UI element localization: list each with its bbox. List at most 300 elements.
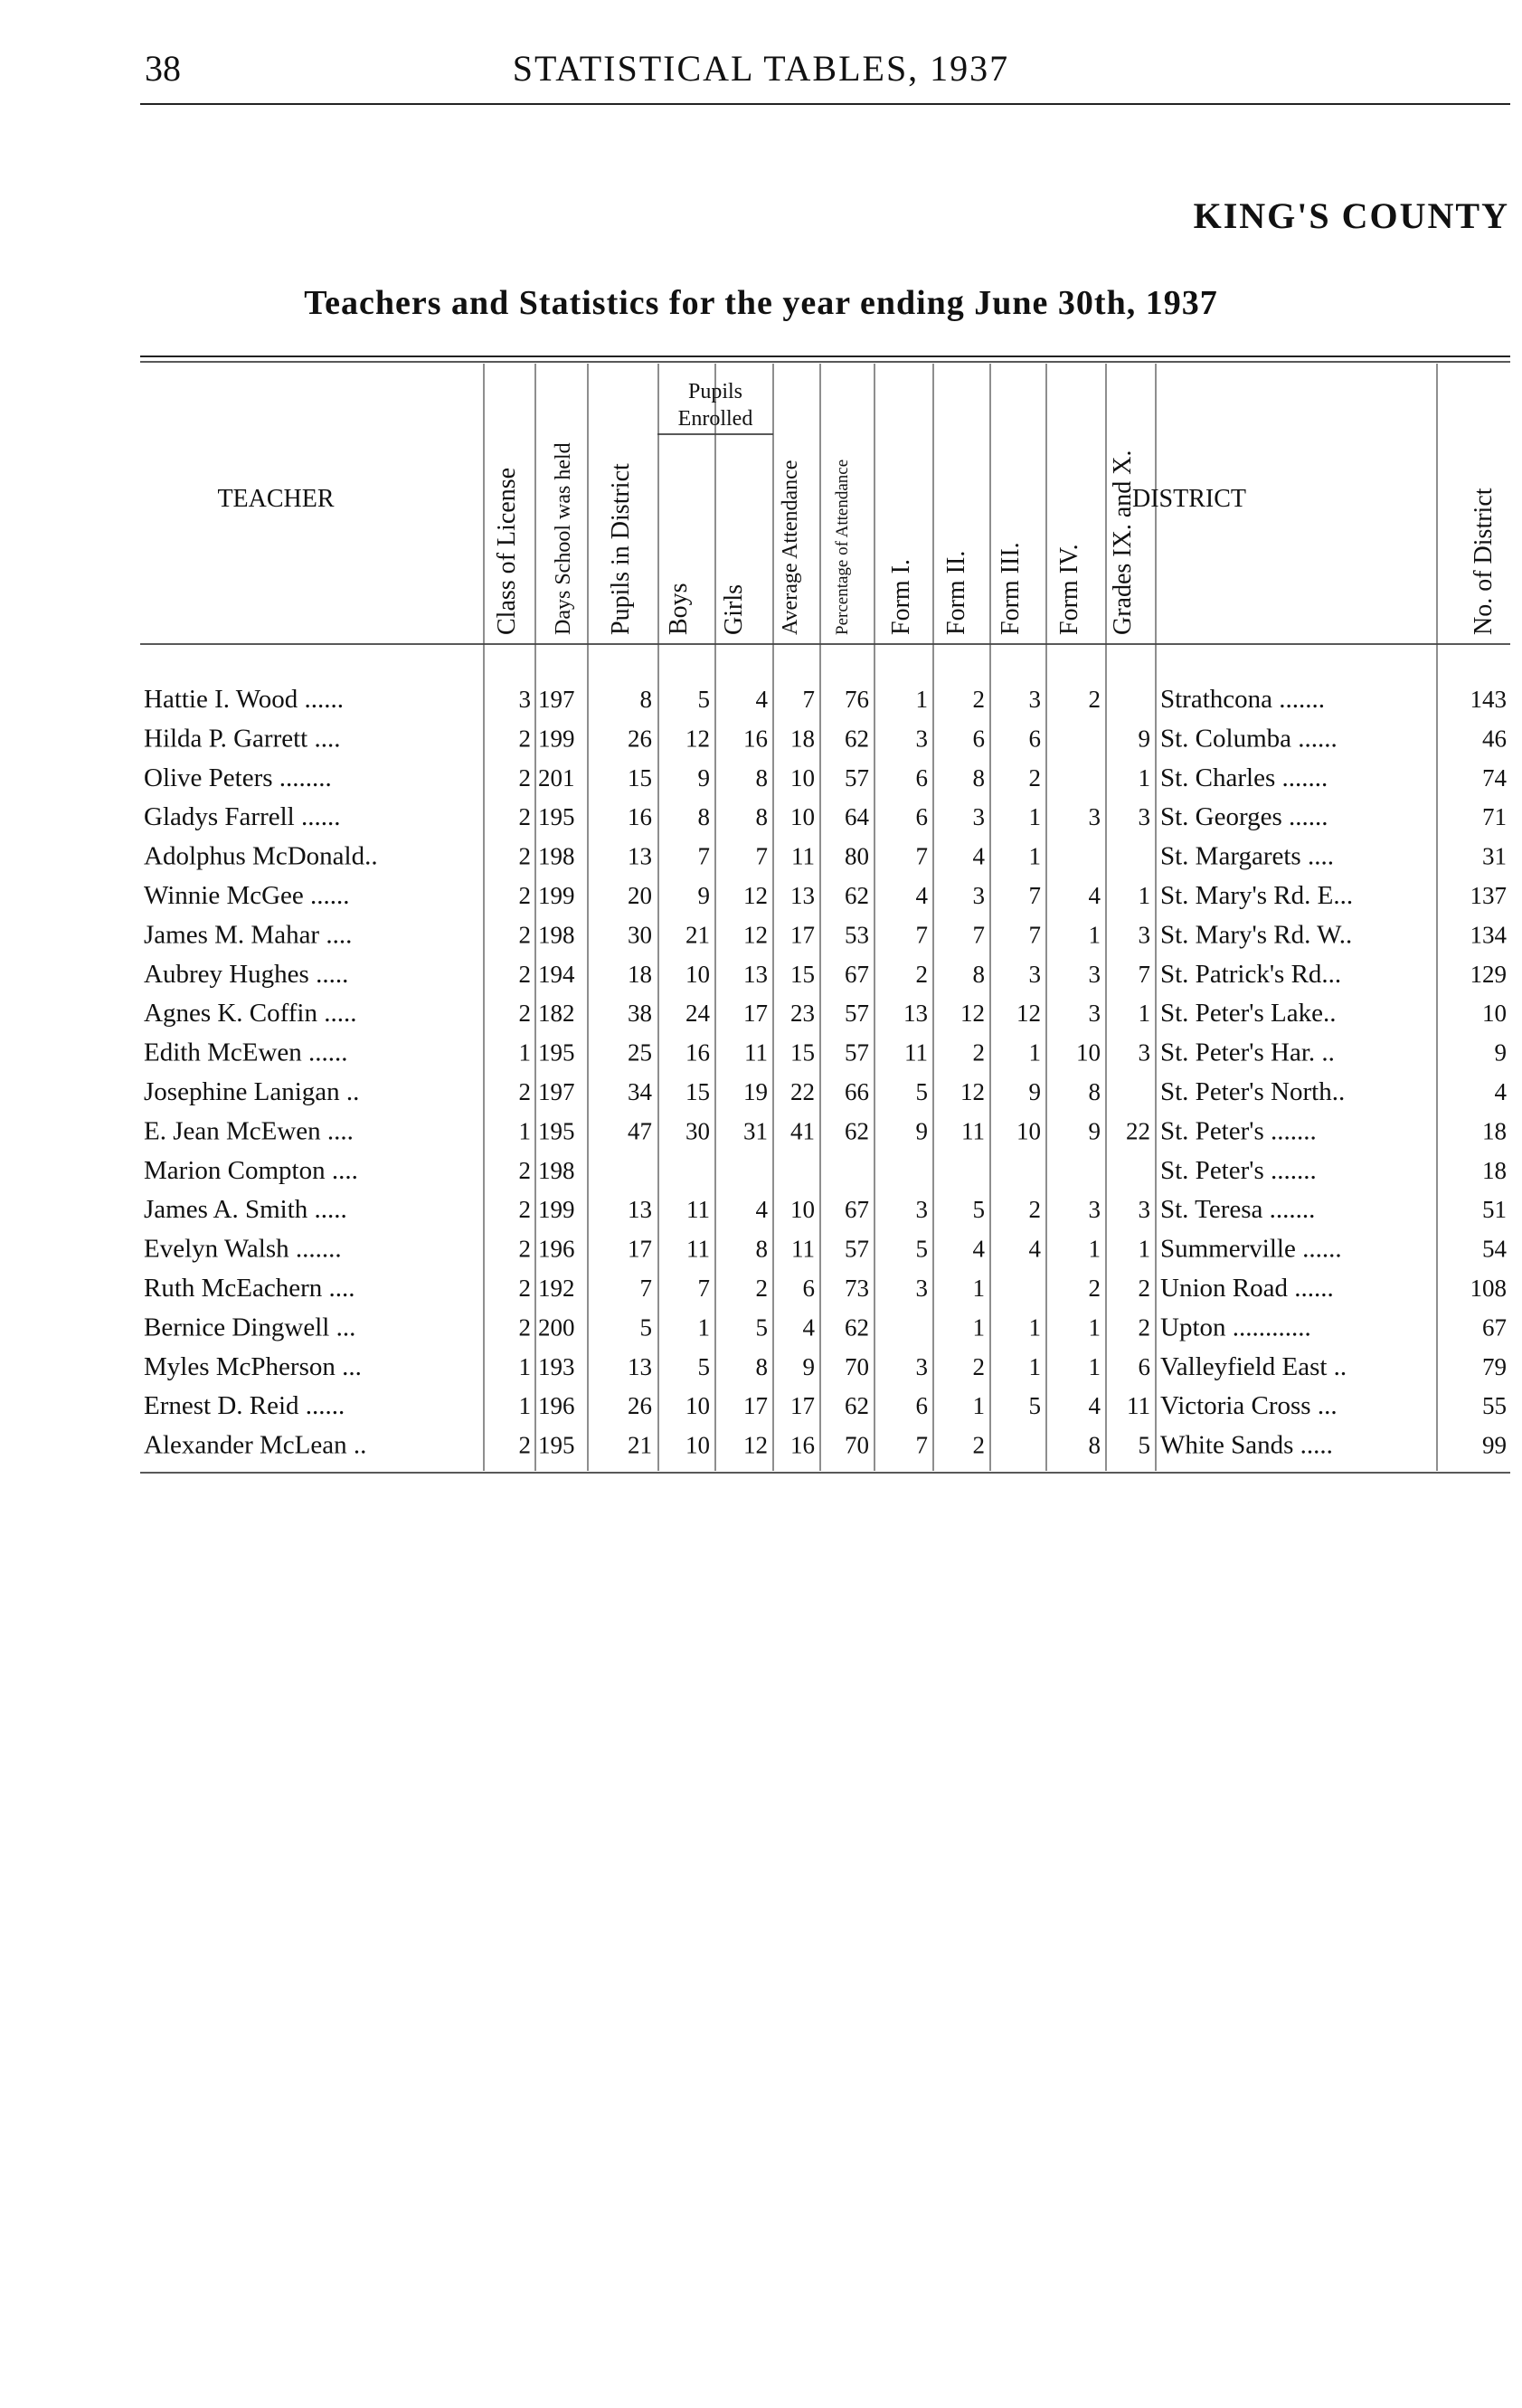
cell-f2: 1 [972,1313,985,1341]
district-number: 143 [1470,686,1507,713]
cell-girls: 8 [755,1235,768,1263]
district-name: St. Peter's ....... [1160,1155,1317,1185]
cell-f2: 5 [972,1196,985,1224]
cell-cls: 1 [518,1392,531,1420]
cell-cls: 3 [518,686,531,713]
table-row [144,881,1507,910]
cell-g9: 5 [1138,1431,1150,1459]
cell-g9: 3 [1138,1196,1150,1224]
cell-g9: 3 [1138,1038,1150,1067]
header-enrolled: Enrolled [677,407,753,431]
cell-avg: 15 [790,1038,815,1067]
cell-girls: 13 [743,960,768,988]
cell-days: 197 [538,686,575,713]
cell-g9: 9 [1138,725,1150,753]
district-number: 10 [1482,1000,1507,1028]
cell-f3: 5 [1028,1392,1041,1420]
cell-avg: 11 [791,842,815,870]
cell-days: 201 [538,763,575,792]
cell-f4: 8 [1088,1078,1101,1105]
cell-f3: 3 [1028,960,1041,988]
cell-f3: 1 [1028,842,1041,870]
cell-boys: 30 [685,1117,710,1145]
cell-cls: 2 [518,842,531,870]
cell-pupils: 5 [639,1313,652,1341]
district-name: St. Peter's ....... [1160,1116,1317,1146]
cell-g9: 1 [1138,1000,1150,1028]
cell-girls: 8 [755,803,768,831]
table-row [144,1235,1508,1264]
cell-f3: 10 [1016,1117,1041,1145]
header-pupils-in-district: Pupils in District [607,463,635,635]
cell-g9: 1 [1138,882,1150,909]
cell-pupils: 15 [628,763,652,792]
cell-f4: 10 [1076,1038,1101,1067]
cell-days: 182 [538,1000,575,1028]
district-number: 9 [1494,1038,1507,1067]
cell-pct: 57 [845,1000,869,1028]
cell-f3: 12 [1016,1000,1041,1028]
cell-pct: 66 [845,1078,869,1105]
cell-avg: 10 [790,1196,815,1224]
cell-f4: 4 [1088,1392,1101,1420]
cell-f2: 8 [972,763,985,792]
cell-boys: 16 [685,1038,710,1067]
cell-f2: 12 [960,1000,985,1028]
cell-avg: 17 [790,1392,815,1420]
cell-pct: 67 [845,960,869,988]
cell-f3: 6 [1028,725,1041,753]
cell-g9: 3 [1138,803,1150,831]
cell-pct: 73 [845,1275,869,1302]
district-name: St. Mary's Rd. E... [1160,881,1354,910]
cell-girls: 12 [743,921,768,949]
cell-f3: 4 [1028,1235,1041,1263]
cell-avg: 18 [790,725,815,753]
cell-cls: 2 [518,1156,531,1184]
district-name: St. Mary's Rd. W.. [1160,920,1353,950]
cell-pupils: 7 [639,1275,652,1302]
cell-pct: 62 [845,1313,869,1341]
cell-avg: 10 [790,803,815,831]
teacher-name: Alexander McLean .. [144,1430,367,1460]
cell-f1: 11 [904,1038,928,1067]
cell-cls: 2 [518,1431,531,1459]
cell-boys: 21 [685,921,710,949]
cell-days: 199 [538,882,575,909]
cell-boys: 9 [697,882,710,909]
cell-f4: 2 [1088,1275,1101,1302]
cell-days: 198 [538,1156,575,1184]
cell-girls: 8 [755,1352,768,1380]
header-pupils: Pupils [687,380,743,403]
cell-girls: 16 [743,725,768,753]
cell-pupils: 17 [628,1235,652,1263]
cell-f4: 1 [1088,921,1101,949]
table-row [144,1352,1507,1381]
header-class-of-license: Class of License [493,467,521,635]
cell-f4: 1 [1088,1235,1101,1263]
table-row [144,960,1507,989]
cell-boys: 7 [697,1275,710,1302]
teacher-name: Edith McEwen ...... [144,1038,348,1067]
cell-f2: 4 [972,842,985,870]
cell-f3: 9 [1028,1078,1041,1105]
cell-boys: 1 [697,1313,710,1341]
page-number: 38 [145,48,181,89]
cell-avg: 22 [790,1078,815,1105]
header-teacher: TEACHER [217,485,335,513]
header-rule [140,103,1510,105]
cell-pct: 67 [845,1196,869,1224]
table-row [144,1431,1507,1460]
cell-days: 195 [538,1431,575,1459]
cell-f2: 3 [972,803,985,831]
cell-cls: 2 [518,921,531,949]
district-number: 79 [1482,1352,1507,1380]
cell-f1: 5 [915,1235,928,1263]
cell-days: 193 [538,1352,575,1380]
cell-f4: 1 [1088,1313,1101,1341]
teacher-name: Aubrey Hughes ..... [144,959,349,989]
cell-boys: 9 [697,763,710,792]
cell-avg: 23 [790,1000,815,1028]
cell-cls: 1 [518,1117,531,1145]
district-number: 54 [1482,1235,1507,1263]
header-form-4: Form IV. [1055,544,1083,635]
cell-g9: 22 [1126,1117,1150,1145]
cell-g9: 11 [1127,1392,1150,1420]
district-number: 55 [1482,1392,1507,1420]
header-days-school-held: Days School was held [552,442,575,635]
cell-f3: 1 [1028,1352,1041,1380]
cell-pupils: 38 [628,1000,652,1028]
cell-cls: 2 [518,1235,531,1263]
cell-boys: 5 [697,686,710,713]
table-row [144,842,1507,871]
cell-f4: 3 [1088,1000,1101,1028]
district-number: 134 [1470,921,1507,949]
cell-pupils: 26 [628,725,652,753]
district-number: 99 [1482,1431,1507,1459]
cell-f2: 2 [972,1038,985,1067]
cell-f2: 1 [972,1275,985,1302]
cell-f4: 8 [1088,1431,1101,1459]
cell-g9: 2 [1138,1275,1150,1302]
district-name: Victoria Cross ... [1160,1391,1338,1421]
cell-boys: 11 [686,1235,710,1263]
district-name: St. Teresa ....... [1160,1195,1316,1225]
cell-girls: 4 [755,686,768,713]
cell-f2: 2 [972,1431,985,1459]
cell-pct: 64 [845,803,869,831]
cell-cls: 2 [518,725,531,753]
district-name: St. Peter's North.. [1160,1077,1346,1106]
cell-f3: 2 [1028,1196,1041,1224]
cell-f1: 6 [915,763,928,792]
cell-pupils: 13 [628,842,652,870]
table-row [144,1391,1507,1420]
cell-days: 199 [538,1196,575,1224]
teacher-name: Adolphus McDonald.. [144,841,378,871]
district-number: 4 [1494,1078,1507,1105]
cell-days: 195 [538,1117,575,1145]
cell-f1: 3 [915,725,928,753]
cell-pupils: 16 [628,803,652,831]
teacher-name: Myles McPherson ... [144,1351,362,1381]
cell-avg: 9 [802,1352,815,1380]
cell-days: 195 [538,1038,575,1067]
teacher-name: Hilda P. Garrett .... [144,724,341,754]
cell-g9: 1 [1138,1235,1150,1263]
district-number: 71 [1482,803,1507,831]
cell-avg: 41 [790,1117,815,1145]
page-title: STATISTICAL TABLES, 1937 [512,48,1010,89]
cell-girls: 7 [755,842,768,870]
cell-girls: 19 [743,1078,768,1105]
cell-pupils: 20 [628,882,652,909]
cell-f3: 1 [1028,1038,1041,1067]
teacher-name: Ernest D. Reid ...... [144,1391,345,1421]
cell-pupils: 47 [628,1117,652,1145]
cell-f4: 9 [1088,1117,1101,1145]
table-rules [140,356,1510,1473]
teacher-name: Ruth McEachern .... [144,1274,355,1303]
cell-boys: 24 [685,1000,710,1028]
district-name: St. Patrick's Rd... [1160,959,1342,989]
table-row [144,685,1507,714]
header-form-2: Form II. [942,550,970,635]
cell-f1: 1 [915,686,928,713]
cell-boys: 10 [685,960,710,988]
cell-pct: 57 [845,763,869,792]
cell-pupils: 34 [628,1078,652,1105]
cell-days: 196 [538,1392,575,1420]
district-name: Summerville ...... [1160,1234,1342,1264]
table-row [144,802,1507,831]
cell-f3: 7 [1028,921,1041,949]
cell-boys: 7 [697,842,710,870]
cell-boys: 12 [685,725,710,753]
cell-cls: 2 [518,1196,531,1224]
cell-girls: 17 [743,1392,768,1420]
header-girls: Girls [720,584,748,635]
district-name: White Sands ..... [1160,1430,1333,1460]
cell-days: 198 [538,921,575,949]
cell-f4: 1 [1088,1352,1101,1380]
cell-f3: 7 [1028,882,1041,909]
cell-avg: 11 [791,1235,815,1263]
district-name: St. Peter's Har. .. [1160,1038,1335,1067]
cell-g9: 1 [1138,763,1150,792]
cell-f1: 6 [915,1392,928,1420]
cell-girls: 5 [755,1313,768,1341]
cell-cls: 2 [518,882,531,909]
district-number: 74 [1482,763,1507,792]
district-name: Upton ............ [1160,1313,1311,1342]
cell-g9: 2 [1138,1313,1150,1341]
cell-f2: 7 [972,921,985,949]
cell-cls: 2 [518,1078,531,1105]
cell-pct: 76 [845,686,869,713]
cell-pupils: 26 [628,1392,652,1420]
header-grades-9-10: Grades IX. and X. [1109,450,1137,635]
cell-f2: 11 [961,1117,985,1145]
cell-pct: 53 [845,921,869,949]
cell-cls: 2 [518,1000,531,1028]
cell-f4: 3 [1088,1196,1101,1224]
cell-f4: 4 [1088,882,1101,909]
teacher-name: Winnie McGee ...... [144,881,350,910]
cell-f2: 12 [960,1078,985,1105]
cell-f1: 9 [915,1117,928,1145]
teacher-name: James M. Mahar .... [144,920,353,950]
cell-pupils: 25 [628,1038,652,1067]
teacher-name: Olive Peters ........ [144,763,332,792]
district-number: 18 [1482,1117,1507,1145]
cell-f1: 13 [903,1000,928,1028]
cell-boys: 10 [685,1392,710,1420]
district-number: 137 [1470,882,1507,909]
cell-days: 192 [538,1275,575,1302]
cell-pct: 62 [845,1392,869,1420]
header-average-attendance: Average Attendance [779,460,802,635]
cell-cls: 2 [518,763,531,792]
teacher-name: Marion Compton .... [144,1155,358,1185]
cell-girls: 11 [744,1038,768,1067]
cell-f2: 2 [972,686,985,713]
cell-f1: 2 [915,960,928,988]
cell-boys: 11 [686,1196,710,1224]
district-name: St. Charles ....... [1160,763,1328,792]
teacher-name: Evelyn Walsh ....... [144,1234,342,1264]
district-number: 51 [1482,1196,1507,1224]
header-percentage-attendance: Percentage of Attendance [833,459,852,635]
cell-pupils: 13 [628,1352,652,1380]
cell-girls: 8 [755,763,768,792]
cell-g9: 3 [1138,921,1150,949]
cell-f1: 6 [915,803,928,831]
cell-f4: 3 [1088,803,1101,831]
district-name: Valleyfield East .. [1160,1351,1347,1381]
cell-f1: 5 [915,1078,928,1105]
cell-f1: 4 [915,882,928,909]
cell-f1: 7 [915,842,928,870]
cell-pct: 62 [845,1117,869,1145]
teacher-name: Gladys Farrell ...... [144,802,341,832]
cell-days: 200 [538,1313,575,1341]
district-number: 108 [1470,1275,1507,1302]
cell-avg: 13 [790,882,815,909]
cell-g9: 7 [1138,960,1150,988]
cell-f2: 4 [972,1235,985,1263]
district-name: Union Road ...... [1160,1274,1334,1303]
cell-avg: 4 [802,1313,815,1341]
teacher-name: James A. Smith ..... [144,1195,347,1225]
cell-f2: 2 [972,1352,985,1380]
district-number: 31 [1482,842,1507,870]
table-row [144,1195,1507,1224]
cell-cls: 2 [518,960,531,988]
cell-boys: 5 [697,1352,710,1380]
cell-pct: 62 [845,725,869,753]
district-name: St. Margarets .... [1160,841,1334,871]
cell-f3: 1 [1028,1313,1041,1341]
table-row [144,1116,1507,1145]
county-heading: KING'S COUNTY [1193,195,1509,236]
table-row [144,1156,1507,1185]
teacher-name: Bernice Dingwell ... [144,1313,356,1342]
statistics-table [140,353,1510,1484]
cell-girls: 2 [755,1275,768,1302]
district-name: St. Georges ...... [1160,802,1328,832]
cell-avg: 10 [790,763,815,792]
cell-pupils: 8 [639,686,652,713]
cell-days: 194 [538,960,575,988]
table-body [144,685,1508,1460]
cell-days: 197 [538,1078,575,1105]
cell-f2: 3 [972,882,985,909]
cell-f3: 2 [1028,763,1041,792]
cell-girls: 4 [755,1196,768,1224]
teacher-name: Agnes K. Coffin ..... [144,999,357,1029]
cell-days: 198 [538,842,575,870]
cell-pct: 62 [845,882,869,909]
cell-g9: 6 [1138,1352,1150,1380]
cell-f1: 7 [915,1431,928,1459]
header-form-3: Form III. [997,542,1025,635]
cell-pct: 57 [845,1235,869,1263]
cell-days: 195 [538,803,575,831]
cell-f4: 3 [1088,960,1101,988]
cell-avg: 16 [790,1431,815,1459]
cell-cls: 1 [518,1352,531,1380]
cell-f2: 1 [972,1392,985,1420]
table-row [144,763,1508,792]
district-name: Strathcona ....... [1160,685,1326,714]
cell-days: 196 [538,1235,575,1263]
cell-avg: 7 [802,686,815,713]
header-form-1: Form I. [887,559,915,635]
cell-f4: 2 [1088,686,1101,713]
header-boys: Boys [665,583,693,635]
table-row [144,1038,1507,1067]
cell-cls: 2 [518,1313,531,1341]
teacher-name: Josephine Lanigan .. [144,1077,360,1106]
cell-f2: 8 [972,960,985,988]
cell-f1: 3 [915,1275,928,1302]
cell-cls: 1 [518,1038,531,1067]
cell-girls: 12 [743,882,768,909]
cell-pct: 80 [845,842,869,870]
table-row [144,724,1507,753]
district-number: 67 [1482,1313,1507,1341]
cell-f1: 7 [915,921,928,949]
table-row [144,999,1507,1028]
cell-f1: 3 [915,1196,928,1224]
cell-pupils: 18 [628,960,652,988]
cell-girls: 31 [743,1117,768,1145]
cell-pct: 70 [845,1431,869,1459]
cell-pct: 57 [845,1038,869,1067]
header-district: DISTRICT [1132,485,1246,513]
table-row [144,920,1508,949]
district-name: St. Columba ...... [1160,724,1338,754]
cell-cls: 2 [518,1275,531,1302]
teacher-name: Hattie I. Wood ...... [144,685,345,714]
district-name: St. Peter's Lake.. [1160,999,1337,1029]
cell-boys: 15 [685,1078,710,1105]
